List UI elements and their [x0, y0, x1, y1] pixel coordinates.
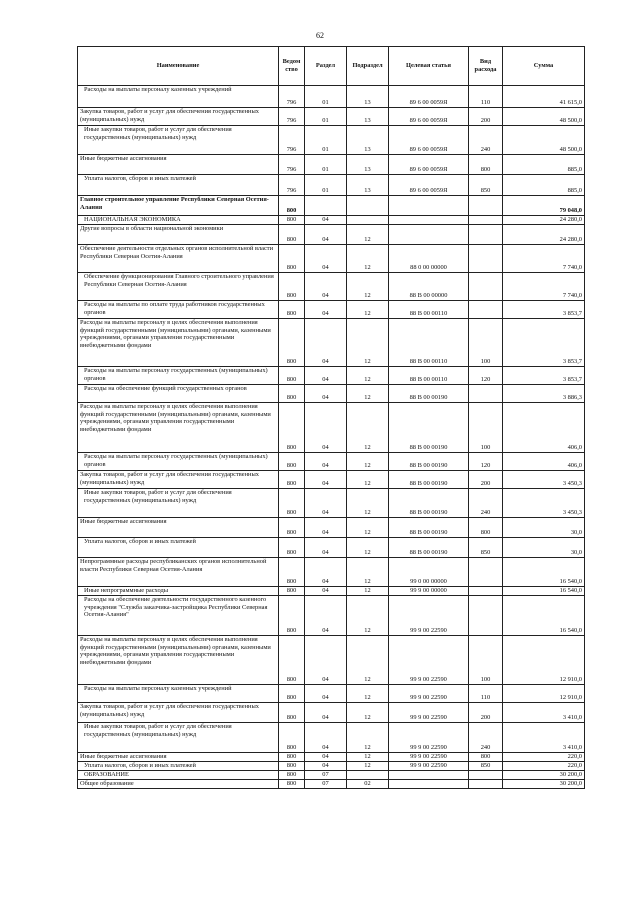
cell-podrazdel: 12: [347, 762, 389, 771]
cell-vedomstvo: 800: [279, 216, 305, 225]
cell-target: 99 9 00 22590: [389, 703, 469, 723]
cell-sum: 30,0: [503, 518, 585, 538]
cell-vid: [469, 301, 503, 319]
cell-vid: [469, 780, 503, 789]
cell-vedomstvo: 800: [279, 538, 305, 558]
cell-vedomstvo: 796: [279, 126, 305, 155]
cell-podrazdel: 12: [347, 685, 389, 703]
cell-razdel: 04: [305, 518, 347, 538]
cell-podrazdel: 12: [347, 723, 389, 753]
cell-razdel: 04: [305, 538, 347, 558]
cell-razdel: 01: [305, 175, 347, 196]
cell-name: Расходы на выплаты персоналу в целях обеспечения выполнения функций государственными (муниципальными) органами, казенными учреждениями, органами управления государственными внебюджетными фондами: [78, 636, 279, 685]
cell-podrazdel: 12: [347, 319, 389, 367]
cell-target: 89 6 00 0059Я: [389, 126, 469, 155]
cell-razdel: 04: [305, 558, 347, 587]
header-sum: Сумма: [503, 47, 585, 86]
cell-target: 89 6 00 0059Я: [389, 175, 469, 196]
cell-name: Расходы на выплаты персоналу государственных (муниципальных) органов: [78, 367, 279, 385]
cell-vid: [469, 216, 503, 225]
table-row: [78, 453, 585, 471]
cell-vedomstvo: 800: [279, 596, 305, 636]
table-row: [78, 273, 585, 301]
header-razdel: Раздел: [305, 47, 347, 86]
cell-vedomstvo: 796: [279, 108, 305, 126]
table-row: [78, 216, 585, 225]
cell-name: Обеспечение деятельности отдельных органов исполнительной власти Республики Северная Осетия-Алания: [78, 245, 279, 273]
cell-sum: 3 853,7: [503, 319, 585, 367]
cell-podrazdel: 13: [347, 108, 389, 126]
cell-razdel: 04: [305, 225, 347, 245]
cell-target: 99 9 00 22590: [389, 596, 469, 636]
cell-razdel: 04: [305, 245, 347, 273]
cell-vedomstvo: 800: [279, 723, 305, 753]
cell-razdel: 07: [305, 771, 347, 780]
cell-target: 88 В 00 00110: [389, 301, 469, 319]
table-row: [78, 385, 585, 403]
cell-sum: 16 540,0: [503, 587, 585, 596]
cell-vid: [469, 771, 503, 780]
cell-name: Иные бюджетные ассигнования: [78, 518, 279, 538]
cell-sum: 30 200,0: [503, 780, 585, 789]
cell-name: НАЦИОНАЛЬНАЯ ЭКОНОМИКА: [78, 216, 279, 225]
cell-name: Закупка товаров, работ и услуг для обеспечения государственных (муниципальных) нужд: [78, 703, 279, 723]
cell-name: Закупка товаров, работ и услуг для обеспечения государственных (муниципальных) нужд: [78, 108, 279, 126]
cell-sum: 3 410,0: [503, 723, 585, 753]
cell-vid: 200: [469, 471, 503, 489]
table-row: [78, 301, 585, 319]
cell-target: [389, 216, 469, 225]
cell-vedomstvo: 796: [279, 155, 305, 175]
header-vedomstvo: Ведом ство: [279, 47, 305, 86]
cell-razdel: 04: [305, 703, 347, 723]
cell-podrazdel: 12: [347, 596, 389, 636]
cell-vedomstvo: 800: [279, 196, 305, 216]
cell-target: [389, 196, 469, 216]
cell-podrazdel: 12: [347, 453, 389, 471]
cell-razdel: [305, 196, 347, 216]
cell-vedomstvo: 800: [279, 762, 305, 771]
cell-sum: 79 048,0: [503, 196, 585, 216]
cell-vid: 200: [469, 703, 503, 723]
cell-vid: [469, 596, 503, 636]
cell-vid: 110: [469, 685, 503, 703]
cell-target: 88 В 00 00000: [389, 273, 469, 301]
cell-razdel: 01: [305, 155, 347, 175]
cell-name: Расходы на обеспечение деятельности государственного казенного учреждения "Служба заказчика-застройщика Республики Северная Осетия-Алания": [78, 596, 279, 636]
cell-razdel: 01: [305, 126, 347, 155]
cell-name: Расходы на выплаты персоналу в целях обеспечения выполнения функций государственными (муниципальными) органами, казенными учреждениями, органами управления государственными внебюджетными фондами: [78, 403, 279, 453]
cell-podrazdel: 12: [347, 301, 389, 319]
cell-razdel: 04: [305, 385, 347, 403]
cell-target: 88 0 00 00000: [389, 245, 469, 273]
cell-target: 99 9 00 22590: [389, 685, 469, 703]
cell-name: Расходы на выплаты персоналу государственных (муниципальных) органов: [78, 453, 279, 471]
cell-name: Главное строительное управление Республики Северная Осетия-Алания: [78, 196, 279, 216]
cell-razdel: 04: [305, 453, 347, 471]
cell-podrazdel: 12: [347, 471, 389, 489]
cell-vid: 240: [469, 723, 503, 753]
cell-name: Расходы на выплаты персоналу казенных учреждений: [78, 86, 279, 108]
cell-vid: [469, 196, 503, 216]
cell-vedomstvo: 800: [279, 636, 305, 685]
cell-razdel: 07: [305, 780, 347, 789]
cell-sum: 30 200,0: [503, 771, 585, 780]
cell-podrazdel: 13: [347, 175, 389, 196]
cell-target: 89 6 00 0059Я: [389, 86, 469, 108]
table-row: [78, 636, 585, 685]
cell-sum: 12 910,0: [503, 636, 585, 685]
cell-vedomstvo: 800: [279, 245, 305, 273]
cell-name: Обеспечение функционирования Главного строительного управления Республики Северная Осетия-Алания: [78, 273, 279, 301]
cell-vid: 800: [469, 753, 503, 762]
cell-name: Иные бюджетные ассигнования: [78, 753, 279, 762]
cell-razdel: 04: [305, 471, 347, 489]
cell-vedomstvo: 800: [279, 518, 305, 538]
cell-name: Расходы на обеспечение функций государственных органов: [78, 385, 279, 403]
cell-sum: 24 280,0: [503, 216, 585, 225]
cell-vid: [469, 385, 503, 403]
cell-name: ОБРАЗОВАНИЕ: [78, 771, 279, 780]
cell-razdel: 04: [305, 636, 347, 685]
cell-sum: 406,0: [503, 403, 585, 453]
cell-sum: 406,0: [503, 453, 585, 471]
cell-razdel: 04: [305, 587, 347, 596]
cell-name: Непрограммные расходы республиканских органов исполнительной власти Республики Северная Осетия-Алания: [78, 558, 279, 587]
table-row: [78, 319, 585, 367]
cell-target: 88 В 00 00110: [389, 367, 469, 385]
cell-podrazdel: 12: [347, 225, 389, 245]
table-row: [78, 108, 585, 126]
cell-sum: 3 853,7: [503, 367, 585, 385]
cell-name: Закупка товаров, работ и услуг для обеспечения государственных (муниципальных) нужд: [78, 471, 279, 489]
header-podrazdel: Подраздел: [347, 47, 389, 86]
cell-target: 99 9 00 00000: [389, 587, 469, 596]
cell-name: Иные закупки товаров, работ и услуг для обеспечения государственных (муниципальных) нужд: [78, 723, 279, 753]
cell-sum: 3 450,3: [503, 471, 585, 489]
table-row: [78, 155, 585, 175]
cell-vedomstvo: 800: [279, 225, 305, 245]
cell-name: Иные закупки товаров, работ и услуг для обеспечения государственных (муниципальных) нужд: [78, 126, 279, 155]
cell-vedomstvo: 800: [279, 558, 305, 587]
cell-vid: [469, 225, 503, 245]
cell-podrazdel: 12: [347, 245, 389, 273]
cell-sum: 220,0: [503, 762, 585, 771]
cell-sum: 24 280,0: [503, 225, 585, 245]
cell-sum: 16 540,0: [503, 596, 585, 636]
cell-vedomstvo: 796: [279, 175, 305, 196]
cell-podrazdel: 12: [347, 367, 389, 385]
cell-target: [389, 780, 469, 789]
cell-target: 99 9 00 22590: [389, 753, 469, 762]
cell-target: 88 В 00 00190: [389, 453, 469, 471]
cell-name: Другие вопросы в области национальной экономики: [78, 225, 279, 245]
cell-razdel: 04: [305, 273, 347, 301]
cell-name: Общее образование: [78, 780, 279, 789]
cell-vedomstvo: 800: [279, 471, 305, 489]
cell-podrazdel: 12: [347, 518, 389, 538]
cell-target: 99 0 00 00000: [389, 558, 469, 587]
cell-podrazdel: 12: [347, 403, 389, 453]
cell-razdel: 04: [305, 685, 347, 703]
cell-name: Уплата налогов, сборов и иных платежей: [78, 538, 279, 558]
table-row: [78, 403, 585, 453]
cell-vedomstvo: 800: [279, 301, 305, 319]
cell-sum: 48 500,0: [503, 108, 585, 126]
cell-podrazdel: 02: [347, 780, 389, 789]
cell-target: 99 9 00 22590: [389, 636, 469, 685]
cell-vid: 120: [469, 453, 503, 471]
cell-razdel: 04: [305, 753, 347, 762]
cell-vedomstvo: 800: [279, 403, 305, 453]
cell-sum: 3 886,3: [503, 385, 585, 403]
cell-vid: 100: [469, 636, 503, 685]
cell-podrazdel: [347, 771, 389, 780]
cell-podrazdel: 12: [347, 558, 389, 587]
cell-razdel: 04: [305, 301, 347, 319]
cell-name: Расходы на выплаты персоналу в целях обеспечения выполнения функций государственными (муниципальными) органами, казенными учреждениями, органами управления государственными внебюджетными фондами: [78, 319, 279, 367]
cell-sum: 7 740,0: [503, 245, 585, 273]
cell-name: Иные бюджетные ассигнования: [78, 155, 279, 175]
cell-podrazdel: 12: [347, 538, 389, 558]
cell-podrazdel: 12: [347, 636, 389, 685]
cell-target: 88 В 00 00190: [389, 538, 469, 558]
cell-razdel: 04: [305, 319, 347, 367]
table-row: [78, 558, 585, 587]
cell-vid: 240: [469, 126, 503, 155]
cell-target: 88 В 00 00190: [389, 471, 469, 489]
cell-vedomstvo: 800: [279, 703, 305, 723]
cell-sum: 885,0: [503, 155, 585, 175]
cell-vid: 100: [469, 403, 503, 453]
table-row: [78, 126, 585, 155]
cell-sum: 16 540,0: [503, 558, 585, 587]
cell-target: 99 9 00 22590: [389, 723, 469, 753]
cell-name: Иные закупки товаров, работ и услуг для обеспечения государственных (муниципальных) нужд: [78, 489, 279, 518]
cell-target: [389, 225, 469, 245]
cell-vid: 800: [469, 518, 503, 538]
cell-podrazdel: 12: [347, 385, 389, 403]
cell-target: 88 В 00 00190: [389, 518, 469, 538]
cell-sum: 885,0: [503, 175, 585, 196]
cell-vedomstvo: 800: [279, 453, 305, 471]
table-row: [78, 225, 585, 245]
cell-podrazdel: 12: [347, 489, 389, 518]
cell-razdel: 01: [305, 108, 347, 126]
cell-vid: 240: [469, 489, 503, 518]
cell-podrazdel: 12: [347, 273, 389, 301]
cell-vedomstvo: 800: [279, 319, 305, 367]
cell-podrazdel: 13: [347, 126, 389, 155]
table-row: [78, 723, 585, 753]
cell-target: 88 В 00 00110: [389, 319, 469, 367]
header-vid: Вид расхода: [469, 47, 503, 86]
cell-name: Расходы на выплаты персоналу казенных учреждений: [78, 685, 279, 703]
cell-razdel: 04: [305, 596, 347, 636]
header-name: Наименование: [78, 47, 279, 86]
cell-sum: 48 500,0: [503, 126, 585, 155]
table-row: [78, 518, 585, 538]
table-row: [78, 86, 585, 108]
table-row: [78, 175, 585, 196]
cell-podrazdel: [347, 216, 389, 225]
cell-name: Уплата налогов, сборов и иных платежей: [78, 762, 279, 771]
cell-vid: [469, 273, 503, 301]
cell-podrazdel: 13: [347, 155, 389, 175]
cell-target: [389, 771, 469, 780]
cell-sum: 30,0: [503, 538, 585, 558]
cell-target: 89 6 00 0059Я: [389, 155, 469, 175]
cell-razdel: 04: [305, 216, 347, 225]
cell-vid: 800: [469, 155, 503, 175]
cell-razdel: 04: [305, 403, 347, 453]
cell-target: 88 В 00 00190: [389, 489, 469, 518]
table-header-row: [78, 47, 585, 86]
table-row: [78, 489, 585, 518]
cell-vedomstvo: 800: [279, 771, 305, 780]
cell-vedomstvo: 800: [279, 367, 305, 385]
cell-razdel: 01: [305, 86, 347, 108]
cell-vid: 850: [469, 762, 503, 771]
budget-table: [77, 46, 585, 789]
table-row: [78, 780, 585, 789]
cell-vid: 100: [469, 319, 503, 367]
table-row: [78, 245, 585, 273]
page-number: 62: [316, 31, 324, 40]
cell-vedomstvo: 800: [279, 780, 305, 789]
cell-vid: [469, 558, 503, 587]
table-row: [78, 596, 585, 636]
cell-target: 88 В 00 00190: [389, 385, 469, 403]
header-target: Целевая статья: [389, 47, 469, 86]
cell-sum: 3 450,3: [503, 489, 585, 518]
cell-sum: 7 740,0: [503, 273, 585, 301]
table-row: [78, 587, 585, 596]
cell-name: Иные непрограммные расходы: [78, 587, 279, 596]
cell-vid: 200: [469, 108, 503, 126]
cell-vedomstvo: 800: [279, 753, 305, 762]
cell-podrazdel: 12: [347, 753, 389, 762]
table-row: [78, 703, 585, 723]
cell-vid: 110: [469, 86, 503, 108]
cell-sum: 41 615,0: [503, 86, 585, 108]
cell-vedomstvo: 800: [279, 685, 305, 703]
table-row: [78, 196, 585, 216]
cell-podrazdel: 12: [347, 703, 389, 723]
cell-name: Уплата налогов, сборов и иных платежей: [78, 175, 279, 196]
cell-vid: [469, 587, 503, 596]
table-row: [78, 762, 585, 771]
cell-sum: 12 910,0: [503, 685, 585, 703]
cell-name: Расходы на выплаты по оплате труда работников государственных органов: [78, 301, 279, 319]
cell-vedomstvo: 800: [279, 385, 305, 403]
cell-sum: 3 853,7: [503, 301, 585, 319]
table-row: [78, 771, 585, 780]
cell-vedomstvo: 800: [279, 489, 305, 518]
cell-podrazdel: 13: [347, 86, 389, 108]
cell-vid: 120: [469, 367, 503, 385]
cell-razdel: 04: [305, 489, 347, 518]
table-row: [78, 685, 585, 703]
cell-target: 89 6 00 0059Я: [389, 108, 469, 126]
cell-sum: 220,0: [503, 753, 585, 762]
cell-vid: 850: [469, 538, 503, 558]
cell-podrazdel: 12: [347, 587, 389, 596]
cell-razdel: 04: [305, 367, 347, 385]
table-body: [78, 86, 585, 789]
cell-vid: [469, 245, 503, 273]
cell-razdel: 04: [305, 762, 347, 771]
cell-target: 88 В 00 00190: [389, 403, 469, 453]
cell-razdel: 04: [305, 723, 347, 753]
table-row: [78, 753, 585, 762]
cell-vedomstvo: 800: [279, 587, 305, 596]
cell-vedomstvo: 796: [279, 86, 305, 108]
table-row: [78, 367, 585, 385]
table-row: [78, 471, 585, 489]
cell-vid: 850: [469, 175, 503, 196]
cell-sum: 3 410,0: [503, 703, 585, 723]
cell-target: 99 9 00 22590: [389, 762, 469, 771]
cell-podrazdel: [347, 196, 389, 216]
table-row: [78, 538, 585, 558]
cell-vedomstvo: 800: [279, 273, 305, 301]
